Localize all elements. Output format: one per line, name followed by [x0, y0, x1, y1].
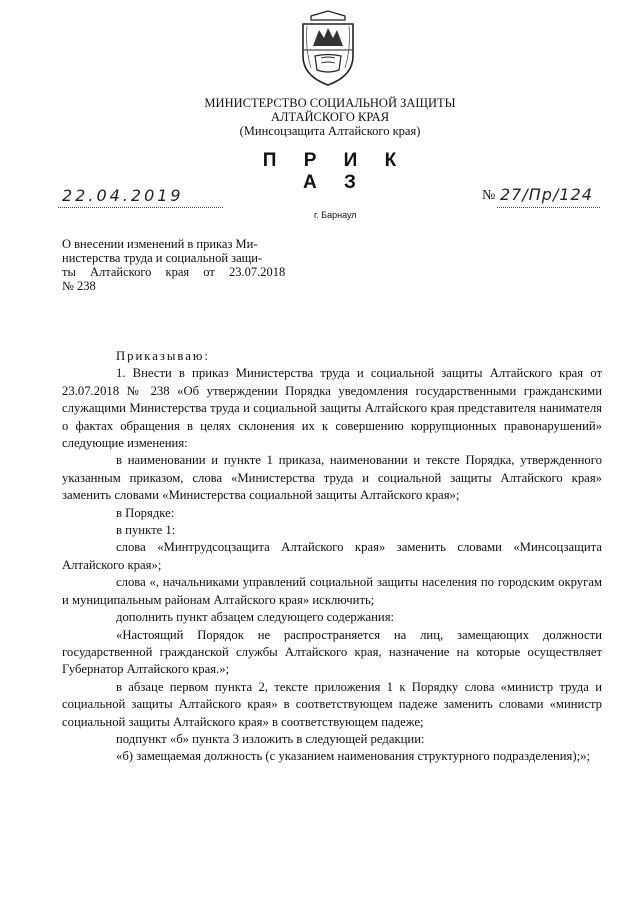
paragraph: слова «Минтрудсоцзащита Алтайского края» заменить словами «Минсоцзащита Алтайского края»; [62, 540, 602, 572]
subject-line: О внесении изменений в приказ Ми- [62, 237, 258, 251]
number-label: № [482, 188, 496, 203]
document-type-title: П Р И К А З [262, 150, 408, 193]
coat-of-arms-icon [297, 8, 359, 88]
paragraph: в наименовании и пункте 1 приказа, наименовании и тексте Порядка, утвержденного указанным приказом, слова «Министерства труда и социальной защиты Алтайского края» заменить словами «Министерства социальной защиты Алтайского края»; [62, 453, 602, 503]
paragraph: 1. Внести в приказ Министерства труда и социальной защиты Алтайского края от 23.07.2018 № 238 «Об утверждении Порядка уведомления государственными гражданскими служащими Министерства труда и социальной защиты Алтайского края представителя нанимателя о фактах обращения в целях склонения их к совершению коррупционных правонарушений» следующие изменения: [62, 366, 602, 451]
ministry-header [150, 96, 510, 138]
paragraph: в абзаце первом пункта 2, тексте приложения 1 к Порядку слова «министр труда и социальной защиты Алтайского края» в соответствующем падеже заменить словами «министр социальной защиты Алтайского края» в соответствующем падеже; [62, 679, 602, 729]
ministry-short-name: (Минсоцзащита Алтайского края) [239, 124, 421, 138]
paragraph: в Порядке: [116, 505, 175, 520]
paragraph: дополнить пункт абзацем следующего содержания: [116, 610, 395, 625]
subject-line: ты Алтайского края от 23.07.2018 [62, 265, 286, 279]
order-intro: Приказываю: [116, 349, 210, 363]
ministry-name-line2: АЛТАЙСКОГО КРАЯ [270, 110, 390, 124]
document-body [62, 348, 602, 766]
date-underline [58, 207, 223, 208]
document-subject [62, 237, 338, 293]
ministry-name-line1: МИНИСТЕРСТВО СОЦИАЛЬНОЙ ЗАЩИТЫ [204, 96, 456, 110]
paragraph: «б) замещаемая должность (с указанием наименования структурного подразделения);»; [116, 749, 591, 764]
paragraph: слова «, начальниками управлений социальной защиты населения по городским округам и муниципальным районам Алтайского края» исключить; [62, 575, 602, 607]
subject-line: нистерства труда и социальной защи- [62, 251, 263, 265]
paragraph: в пункте 1: [116, 523, 176, 538]
number-underline [497, 207, 600, 208]
subject-line: № 238 [62, 279, 96, 293]
paragraph: «Настоящий Порядок не распространяется на лиц, замещающих должности государственной гражданской службы Алтайского края, назначение на которые осуществляет Губернатор Алтайского края.»; [62, 627, 602, 677]
document-number: 27/Пр/124 [500, 185, 593, 204]
city-label: г. Барнаул [314, 210, 357, 220]
paragraph: подпункт «б» пункта 3 изложить в следующей редакции: [116, 731, 425, 746]
document-date: 22.04.2019 [62, 186, 184, 205]
